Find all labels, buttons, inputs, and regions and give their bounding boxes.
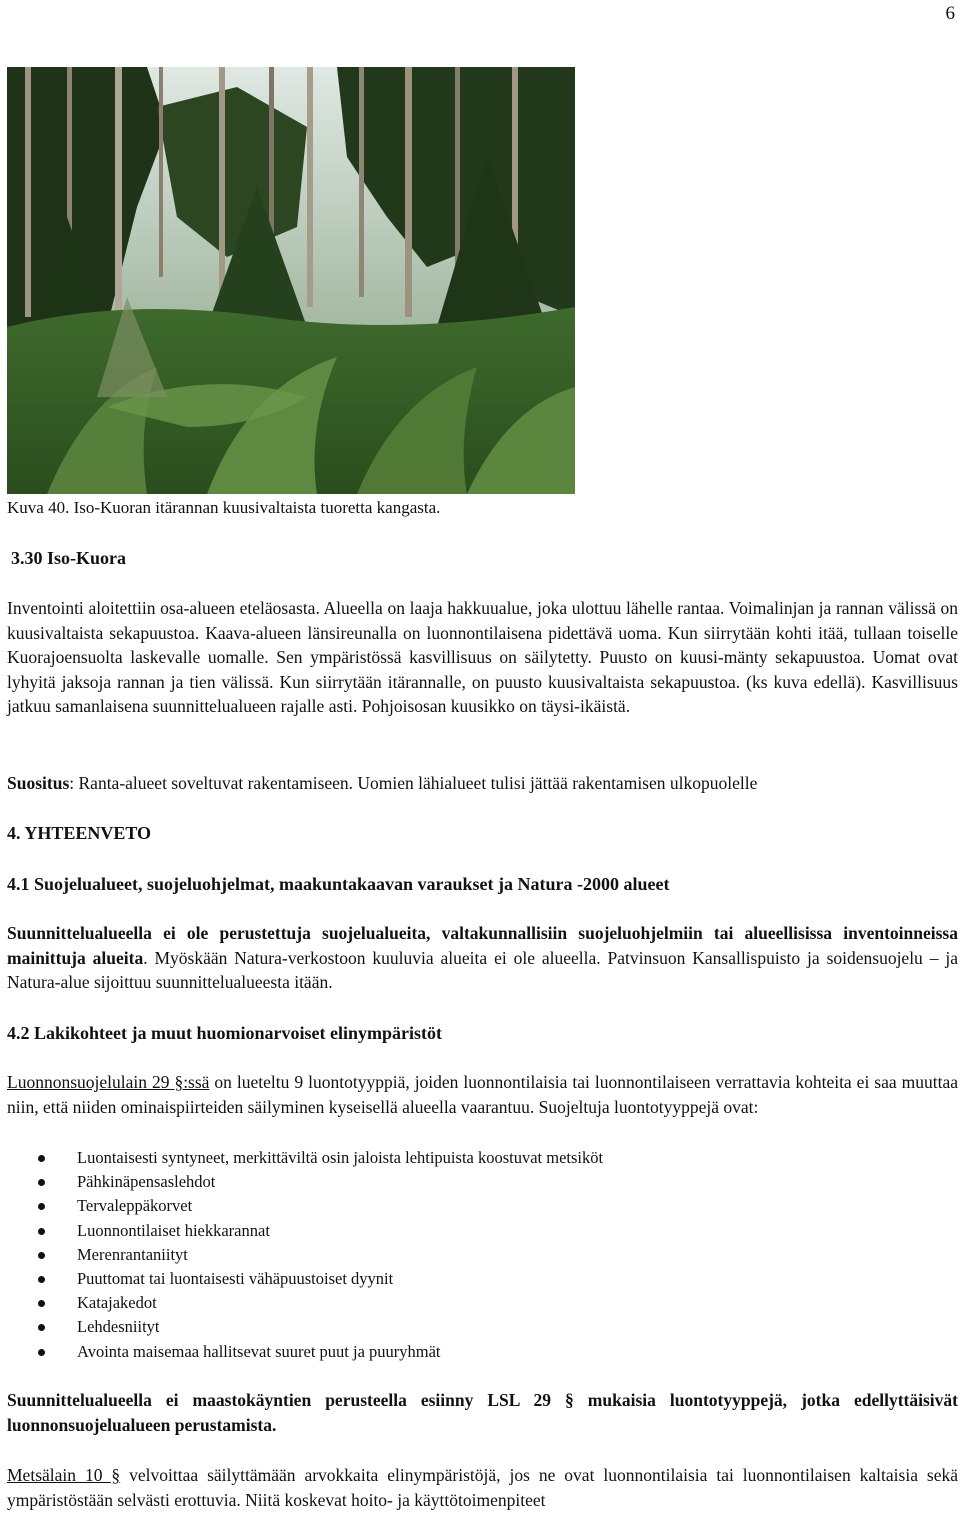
habitat-label: Luontaisesti syntyneet, merkittäviltä osin jaloista lehtipuista koostuvat metsiköt	[77, 1148, 604, 1167]
conclusion-paragraph: Suunnittelualueella ei maastokäyntien perusteella esiinny LSL 29 § mukaisia luontotyyppejä, jotka edellyttäisivät luonnonsuojelualueen perustamista.	[7, 1390, 958, 1435]
bullet-icon	[38, 1203, 45, 1210]
habitat-label: Lehdesniityt	[77, 1317, 160, 1337]
list-item	[7, 1170, 603, 1194]
forest-law-text: velvoittaa säilyttämään arvokkaita elinympäristöjä, jos ne ovat luonnontilaisia tai luonnontilaisen kaltaisia sekä ympäristöstään selvästi erottuvia. Niitä koskevat hoito- ja käyttötoimenpiteet	[7, 1465, 959, 1510]
forest-photo-icon	[7, 67, 575, 494]
section-paragraph: Inventointi aloitettiin osa-alueen eteläosasta. Alueella on laaja hakkuualue, joka ulottuu lähelle rantaa. Voimalinjan ja rannan välissä on kuusivaltaista sekapuustoa. Kaava-alueen länsireunalla on luonnontilaisena pidettävä uoma. Kun siirrytään kohti itää, tullaan toiselle Kuorajoensuolta laskevalle uomalle. Sen ympäristössä kasvillisuus on säilytetty. Puusto on kuusi-mänty sekapuustoa. Uomat ovat lyhyitä jaksoja rannan ja tien välissä. Kun siirrytään itärannalle, on puusto kuusivaltaista sekapuustoa. (ks kuva edellä). Kasvillisuus jatkuu samanlaisena suunnittelualueen rajalle asti. Pohjoisosan kuusikko on täysi-ikäistä.	[7, 598, 958, 716]
habitat-list	[7, 1146, 603, 1364]
figure-caption: Kuva 40. Iso-Kuoran itärannan kuusivaltaista tuoretta kangasta.	[7, 498, 441, 517]
protected-areas-paragraph	[7, 921, 958, 995]
forest-photo	[7, 67, 575, 494]
list-item	[7, 1243, 603, 1267]
list-item	[7, 1194, 603, 1218]
recommendation-text: : Ranta-alueet soveltuvat rakentamiseen. Uomien lähialueet tulisi jättää rakentamisen ulkopuolelle	[69, 773, 758, 793]
list-item	[7, 1291, 603, 1315]
bullet-icon	[38, 1252, 45, 1259]
section-heading-4: 4. YHTEENVETO	[7, 823, 152, 843]
bullet-icon	[38, 1155, 45, 1162]
habitat-label: Katajakedot	[77, 1293, 157, 1313]
section-heading-3-30: 3.30 Iso-Kuora	[11, 548, 127, 568]
list-item	[7, 1146, 603, 1170]
law-link[interactable]: Luonnonsuojelulain 29 §:ssä	[7, 1072, 210, 1092]
page-number: 6	[945, 3, 955, 24]
section-heading-4-2: 4.2 Lakikohteet ja muut huomionarvoiset elinympäristöt	[7, 1023, 443, 1043]
bullet-icon	[38, 1179, 45, 1186]
habitat-label: Tervaleppäkorvet	[77, 1196, 193, 1216]
bullet-icon	[38, 1228, 45, 1235]
list-item	[7, 1315, 603, 1339]
section-heading-4-1: 4.1 Suojelualueet, suojeluohjelmat, maakuntakaavan varaukset ja Natura -2000 alueet	[7, 874, 670, 894]
recommendation	[7, 771, 958, 796]
habitat-label: Pähkinäpensaslehdot	[77, 1172, 216, 1192]
list-item	[7, 1219, 603, 1243]
habitat-label: Puuttomat tai luontaisesti vähäpuustoiset dyynit	[77, 1268, 394, 1288]
list-item	[7, 1267, 603, 1291]
bullet-icon	[38, 1300, 45, 1307]
list-item	[7, 1340, 603, 1364]
habitat-label: Avointa maisemaa hallitsevat suuret puut ja puuryhmät	[77, 1341, 441, 1361]
law-paragraph	[7, 1070, 958, 1119]
bullet-icon	[38, 1349, 45, 1356]
recommendation-label: Suositus	[7, 773, 70, 793]
protected-areas-text: . Myöskään Natura-verkostoon kuuluvia alueita ei ole alueella. Patvinsuon Kansallispuisto ja soidensuojelu – ja Natura-alue sijoittuu suunnittelualueesta itään.	[7, 947, 958, 992]
forest-law-paragraph	[7, 1463, 958, 1512]
bullet-icon	[38, 1276, 45, 1283]
protected-areas-bold: Suunnittelualueella ei ole perustettuja suojelualueita, valtakunnallisiin suojeluohjelmiin tai alueellisissa inventoinneissa mainittuja alueita	[7, 923, 958, 968]
law-intro-text: on lueteltu 9 luontotyyppiä, joiden luonnontilaisia tai luonnontilaiseen verrattavia kohteita ei saa muuttaa niin, että niiden ominaispiirteiden säilyminen kyseisellä alueella vaarantuu. Suojeltuja luontotyyppejä ovat:	[7, 1072, 958, 1117]
habitat-label: Luonnontilaiset hiekkarannat	[77, 1220, 270, 1240]
forest-law-link[interactable]: Metsälain 10 §	[7, 1465, 121, 1485]
habitat-label: Merenrantaniityt	[77, 1244, 188, 1264]
bullet-icon	[38, 1324, 45, 1331]
